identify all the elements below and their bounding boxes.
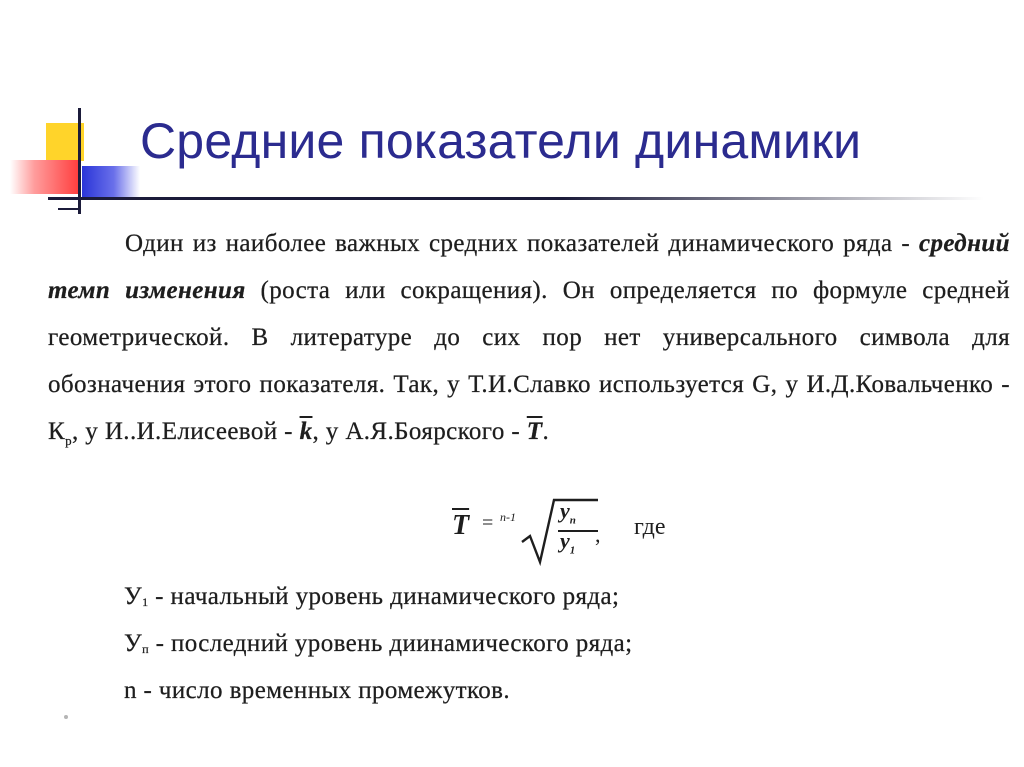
definition-item (124, 625, 984, 672)
formula (452, 496, 692, 566)
definition-text: - последний уровень диинамического ряда; (148, 630, 633, 657)
formula-comma: , (595, 522, 601, 547)
definition-text: - начальный уровень динамического ряда; (148, 583, 620, 610)
numerator-subscript: n (569, 514, 576, 527)
paragraph-text-3: , у И..И.Елисеевой - (71, 418, 300, 445)
logo-blue-square (82, 166, 140, 198)
definition-symbol: У (124, 583, 143, 610)
paragraph-text-1: Один из наиболее важных средних показателей динамического ряда - (125, 230, 920, 257)
denominator-subscript: 1 (569, 544, 576, 557)
paragraph-text-4: , у А.Я.Боярского - (312, 418, 527, 445)
formula-where: где (634, 514, 666, 540)
title-underline (48, 197, 984, 200)
scan-dot (64, 715, 68, 719)
definition-subscript: 1 (142, 595, 149, 609)
numerator-symbol: y (560, 498, 570, 523)
definition-item (124, 578, 984, 625)
logo-red-square (10, 160, 80, 194)
formula-equals: = (482, 512, 494, 534)
formula-denominator (560, 528, 575, 556)
t-symbol: $\overline{T}$ (526, 418, 543, 445)
k-symbol: $\overline{k}$ (299, 418, 313, 445)
formula-root-index: n-1 (500, 510, 516, 524)
logo-short-line (58, 208, 78, 210)
formula-lhs: $\overline{T}$ (452, 510, 470, 541)
paragraph-end: . (542, 418, 550, 445)
definition-text: - число временных промежутков. (136, 677, 510, 704)
formula-numerator (560, 498, 576, 526)
kp-subscript: р (65, 433, 72, 448)
definition-item (124, 672, 984, 719)
definition-symbol: n (124, 677, 137, 704)
denominator-symbol: y (560, 528, 570, 553)
definition-symbol: У (124, 630, 143, 657)
definition-subscript: п (142, 642, 149, 656)
slide-title: Средние показатели динамики (140, 113, 862, 169)
definitions-list (124, 578, 984, 719)
body-paragraph (48, 220, 1010, 464)
paragraph-text-2: (роста или сокращения). Он определяется по формуле средней геометрической. В литературе до сих пор нет универсального символа для обозначения этого показателя. Так, у Т.И.Славко используется G, у И.Д.Ковальченко - К (48, 277, 1010, 445)
paragraph-emphasis: средний темп изменения (48, 230, 1010, 304)
